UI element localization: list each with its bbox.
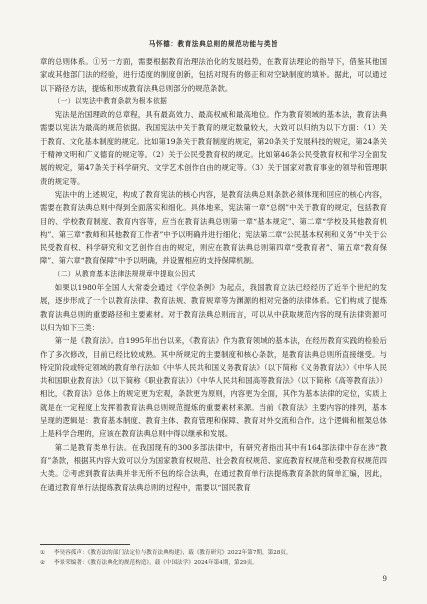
- footnote-text: 李景荣编著：《教育法典化的规范构造》，载《中国法学》2024年第4期，第29页。: [54, 560, 258, 566]
- paragraph-text: 宪法中的上述规定，构成了教育宪法的核心内容，是教育法典总则条款必须体现和回应的核心内容，需要在教育法典总则中得到全面落实和细化。具体地来，宪法第一章“总纲”中关于教育的规定，包括教育目的、学校教育制度、教育内容等，应当在教育法典总则第一章“基本规定”、第二章“学校及其他教育机构”、第三章“教师和其他教育工作者”中予以明确并进行细化；宪法第二章“公民基本权利和义务”中关于公民受教育权、科学研究和文艺创作自由的规定，则应在教育法典总则第四章“受教育者”、第五章“教育保障”、第六章“教育保障”中予以明确，并设置相应的支持保障机制。: [40, 189, 387, 266]
- page-number: 9: [382, 575, 387, 583]
- paragraph: [40, 281, 387, 334]
- paragraph: [40, 188, 387, 268]
- running-header: 马怀德：教育法典总则的规范功能与类旨: [148, 40, 279, 48]
- footnote-text: 李昊容孤声：《教育法的部门法定位与教育法典构建》，载《教育研究》2022年第7期，第28页。: [54, 550, 292, 556]
- paragraph-text: 章的总则体系。①另一方面，需要根据教育治理法治化的发展趋势，在教育法理论的指导下，借鉴其他国家或其他部门法的经验，进行适度的制度创新，包括对现有的修正和对空缺制度的填补。据此，可以通过以下路径方法，提炼和形成教育法典总则部分的规范条款。: [40, 57, 387, 93]
- footnote: [40, 558, 387, 568]
- section-heading: （二）从教育基本法律法规规章中提取公因式: [53, 269, 196, 278]
- paragraph: [40, 441, 387, 494]
- footnote-marker: ①: [40, 550, 46, 556]
- footnotes: [40, 548, 387, 568]
- paragraph: [40, 108, 387, 188]
- footnote-marker: ②: [40, 560, 46, 566]
- paragraph-text: 如果以1980年全国人大常委会通过《学位条例》为起点，我国教育立法已经经历了近半个世纪的发展，逐步形成了一个以教育法律、教育法规、教育规章等为渊源的相对完备的法律体系。它们构成了提炼教育法典总则的重要路径和主要素材。对于教育法典总则而言，可以从中获取规范内容的现有法律资源可以归为如下三类：: [40, 283, 387, 332]
- paragraph: [40, 334, 387, 440]
- paragraph-text: 宪法是治国理政的总章程，具有最高效力、最高权威和最高地位。作为教育领域的基本法，教育法典需要以宪法为最高的规范依据。我国宪法中关于教育的规定数量较大，大致可以归纳为以下方面：（1）关于教育、文化基本制度的规定。比如第19条关于教育制度的规定，第20条关于发展科技的规定，第24条关于精神文明和广义德育的规定等。（2）关于公民受教育权的规定。比如第46条公民受教育权和学习全面发展的规定，第47条关于科学研究、文学艺术创作自由的规定等。（3）关于国家对教育事业的领导和管理职责的规定等。: [40, 110, 387, 186]
- body-text: [40, 55, 387, 494]
- footnote: [40, 548, 387, 558]
- paragraph-text: 第一是《教育法》。自1995年出台以来，《教育法》作为教育领域的基本法，在经历教育实践的检验后作了多次修改，目前已经比较成熟。其中所规定的主要制度和核心条款，是教育法典总则所直接继受。与特定阶段或特定领域的教育单行法如《中华人民共和国义务教育法》（以下简称《义务教育法》）《中华人民共和国职业教育法》（以下简称《职业教育法》）《中华人民共和国高等教育法》（以下简称《高等教育法》）相比，《教育法》总体上的规定更为宏观，条款更为原则，内容更为全面，其作为基本法律的定位，实质上就是在一定程度上发挥着教育法典总则规范提炼的重要素材来源。当前《教育法》主要内容的排列，基本呈现的逻辑是：教育基本制度、教育主体、教育管理和保障、教育对外交流和合作。这个逻辑和框架总体上是科学合理的，应该在教育法典总则中得以继承和发展。: [40, 336, 387, 439]
- section-heading: （一）以宪法中教育条款为根本依据: [53, 96, 168, 105]
- footnote-divider: [40, 544, 130, 545]
- paragraph: [40, 55, 387, 95]
- paragraph-text: 第二是教育类单行法。在我国现有的300多部法律中，有研究者指出其中有164部法律中存在涉“教育”条款，根据其内容大致可以分为国家教育权规范、社会教育权规范、家庭教育权规范和受教育权规范四大类。②考虑到教育法典并非无所不包的综合法典，在通过教育单行法提炼教育条款的简单汇编，因此，在通过教育单行法提炼教育法典总则的过程中，需要以“国民教育: [40, 442, 387, 492]
